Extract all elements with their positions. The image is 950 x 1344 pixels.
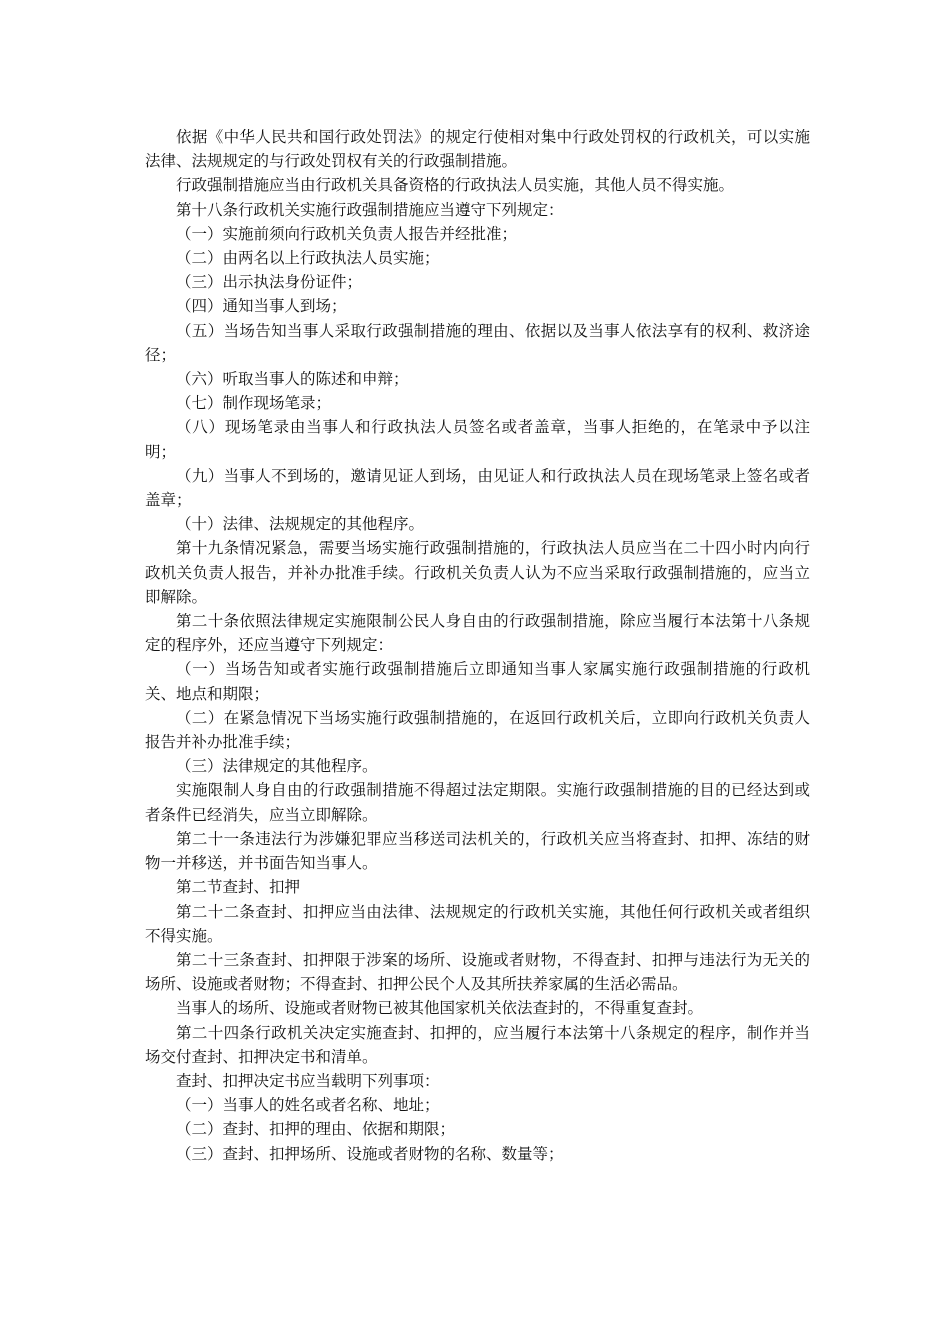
paragraph: 行政强制措施应当由行政机关具备资格的行政执法人员实施，其他人员不得实施。 [176,176,735,195]
paragraph: 查封、扣押决定书应当载明下列事项： [176,1071,440,1090]
paragraph: 当事人的场所、设施或者财物已被其他国家机关依法查封的，不得重复查封。 [176,999,704,1018]
article-paragraph: 第二十二条查封、扣押应当由法律、法规规定的行政机关实施，其他任何行政机关或者组织不得实施。 [145,902,810,945]
article-paragraph: 第二十四条行政机关决定实施查封、扣押的，应当履行本法第十八条规定的程序，制作并当场交付查封、扣押决定书和清单。 [145,1023,810,1066]
article-heading: 第十八条行政机关实施行政强制措施应当遵守下列规定： [176,200,564,219]
list-item: （二）查封、扣押的理由、依据和期限； [176,1120,456,1139]
paragraph: 实施限制人身自由的行政强制措施不得超过法定期限。实施行政强制措施的目的已经达到或者条件已经消失，应当立即解除。 [145,781,810,824]
list-item: （六）听取当事人的陈述和申辩； [176,370,409,389]
paragraph: 依据《中华人民共和国行政处罚法》的规定行使相对集中行政处罚权的行政机关，可以实施法律、法规规定的与行政处罚权有关的行政强制措施。 [145,128,810,171]
list-item: （四）通知当事人到场； [176,297,347,316]
article-paragraph: 第二十一条违法行为涉嫌犯罪应当移送司法机关的，行政机关应当将查封、扣押、冻结的财物一并移送，并书面告知当事人。 [145,829,810,873]
article-paragraph: 第十九条情况紧急，需要当场实施行政强制措施的，行政执法人员应当在二十四小时内向行政机关负责人报告，并补办批准手续。行政机关负责人认为不应当采取行政强制措施的，应当立即解除。 [145,539,810,606]
list-item: （二）在紧急情况下当场实施行政强制措施的，在返回行政机关后，立即向行政机关负责人报告并补办批准手续； [145,708,810,752]
list-item: （一）当事人的姓名或者名称、地址； [176,1096,440,1115]
list-item: （二）由两名以上行政执法人员实施； [176,249,440,268]
list-item: （九）当事人不到场的，邀请见证人到场，由见证人和行政执法人员在现场笔录上签名或者盖章； [145,466,810,510]
document-body [145,125,810,1166]
list-item: （五）当场告知当事人采取行政强制措施的理由、依据以及当事人依法享有的权利、救济途径； [145,321,810,364]
list-item: （七）制作现场笔录； [176,394,332,413]
section-heading: 第二节查封、扣押 [176,878,301,897]
article-paragraph: 第二十条依照法律规定实施限制公民人身自由的行政强制措施，除应当履行本法第十八条规定的程序外，还应当遵守下列规定： [145,612,810,655]
list-item: （十）法律、法规规定的其他程序。 [176,515,425,534]
list-item: （三）出示执法身份证件； [176,273,363,292]
list-item: （一）当场告知或者实施行政强制措施后立即通知当事人家属实施行政强制措施的行政机关、地点和期限； [145,660,810,703]
list-item: （三）查封、扣押场所、设施或者财物的名称、数量等； [176,1144,564,1163]
list-item: （三）法律规定的其他程序。 [176,757,378,776]
article-paragraph: 第二十三条查封、扣押限于涉案的场所、设施或者财物，不得查封、扣押与违法行为无关的场所、设施或者财物；不得查封、扣押公民个人及其所扶养家属的生活必需品。 [145,950,810,994]
list-item: （一）实施前须向行政机关负责人报告并经批准； [176,224,518,243]
list-item: （八）现场笔录由当事人和行政执法人员签名或者盖章，当事人拒绝的，在笔录中予以注明； [145,418,810,461]
